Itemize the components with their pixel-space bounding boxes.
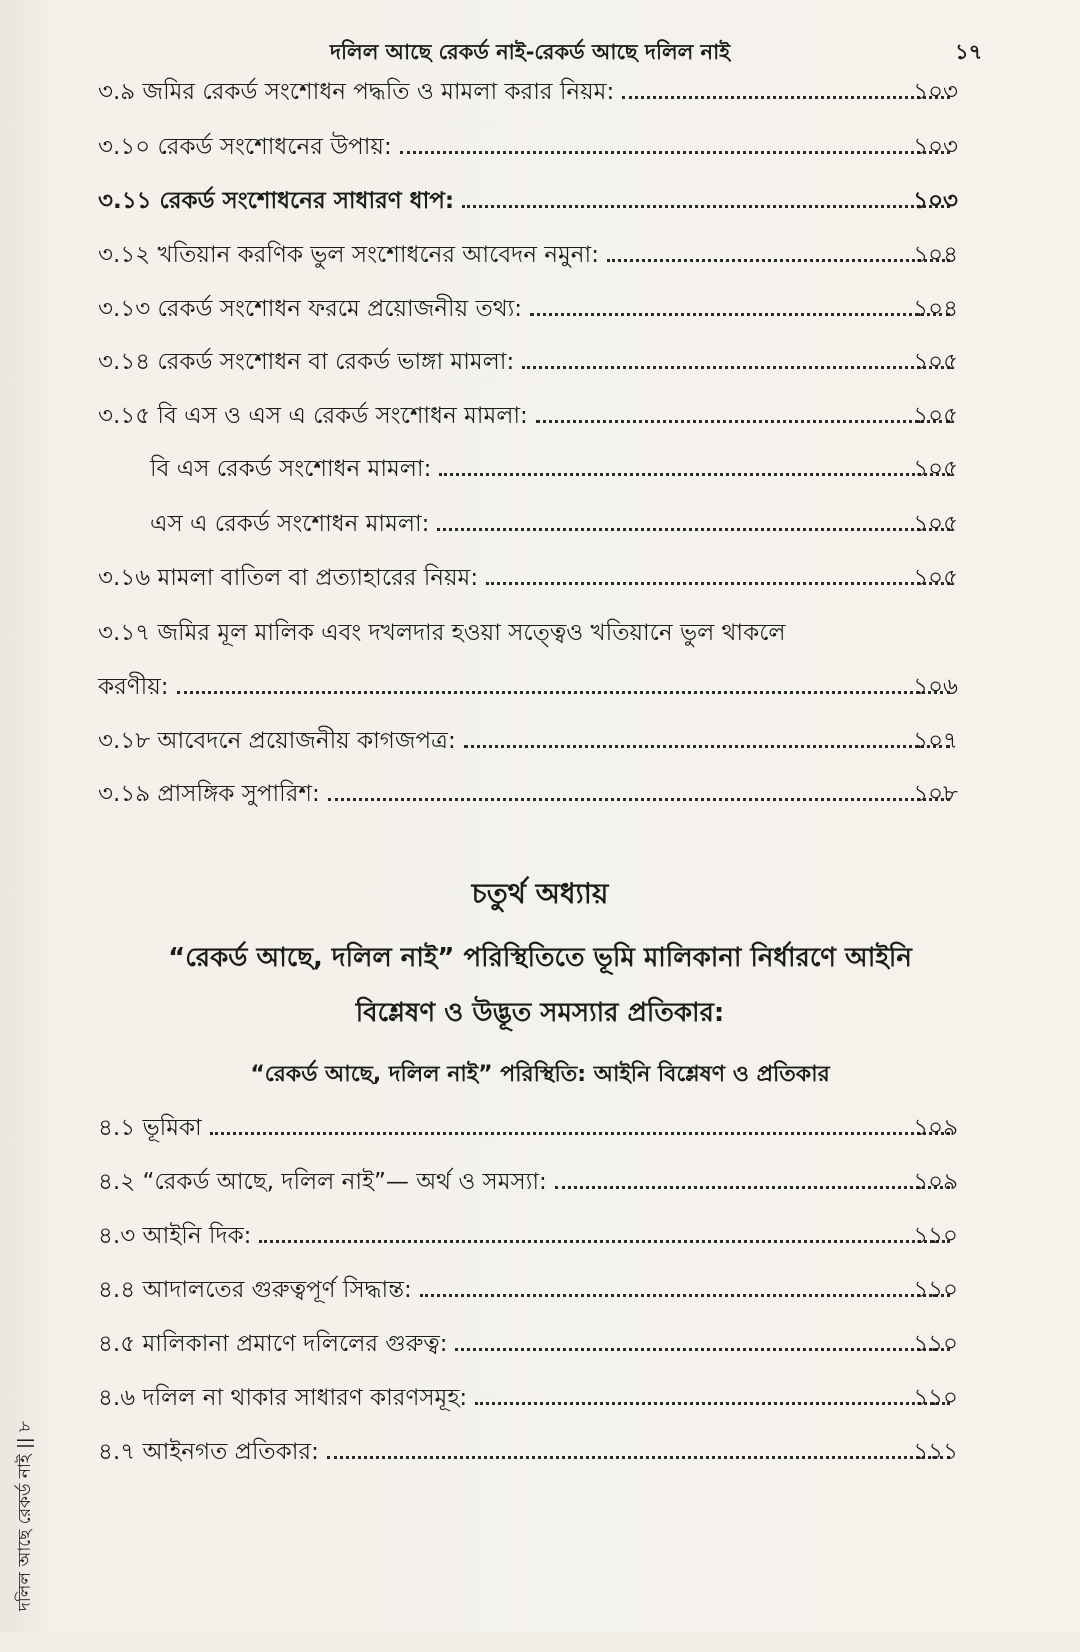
header-page-number: ১৭ [955, 40, 983, 64]
chapter-subtitle: “রেকর্ড আছে, দলিল নাই” পরিস্থিতি: আইনি বিশ্লেষণ ও প্রতিকার [250, 1062, 830, 1087]
side-running-text: দলিল আছে রেকর্ড নাই || ৮ [15, 1420, 35, 1612]
toc-entry: ৪.৫ মালিকানা প্রমাণে দলিলের গুরুত্ব: ১১০ [98, 1331, 958, 1357]
toc-entry: ৩.১২ খতিয়ান করণিক ভুল সংশোধনের আবেদন নমুনা: ১০৪ [98, 242, 958, 268]
toc-entry: বি এস রেকর্ড সংশোধন মামলা: ১০৫ [150, 456, 958, 482]
header-title: দলিল আছে রেকর্ড নাই-রেকর্ড আছে দলিল নাই [330, 40, 731, 64]
toc-entry: ৩.১০ রেকর্ড সংশোধনের উপায়: ১০৩ [98, 134, 958, 160]
toc-entry: ৩.১৬ মামলা বাতিল বা প্রত্যাহারের নিয়ম: ১০৫ [98, 565, 958, 591]
toc-entry: ৩.১৭ জমির মূল মালিক এবং দখলদার হওয়া সত্ত্বেও খতিয়ানে ভুল থাকলে [98, 620, 786, 646]
toc-entry: ৩.১৫ বি এস ও এস এ রেকর্ড সংশোধন মামলা: ১০৫ [98, 403, 958, 429]
toc-entry: ৩.৯ জমির রেকর্ড সংশোধন পদ্ধতি ও মামলা করার নিয়ম: ১০৩ [98, 79, 958, 105]
toc-entry: এস এ রেকর্ড সংশোধন মামলা: ১০৫ [150, 511, 958, 537]
toc-entry: ৪.৩ আইনি দিক: ১১০ [98, 1223, 958, 1249]
toc-entry: ৩.১৩ রেকর্ড সংশোধন ফরমে প্রয়োজনীয় তথ্য: ১০৪ [98, 296, 958, 322]
toc-entry: ৩.১৯ প্রাসঙ্গিক সুপারিশ: ১০৮ [98, 781, 958, 807]
toc-entry: ৩.১৪ রেকর্ড সংশোধন বা রেকর্ড ভাঙ্গা মামলা: ১০৫ [98, 349, 958, 375]
toc-entry: করণীয়: ১০৬ [98, 674, 958, 700]
toc-entry: ৪.৭ আইনগত প্রতিকার: ১১১ [98, 1439, 958, 1465]
running-header [0, 30, 1080, 70]
toc-entry: ৪.৪ আদালতের গুরুত্বপূর্ণ সিদ্ধান্ত: ১১০ [98, 1277, 958, 1303]
chapter-title-line1: “রেকর্ড আছে, দলিল নাই” পরিস্থিতিতে ভূমি মালিকানা নির্ধারণে আইনি [168, 943, 912, 973]
toc-entry: ৩.১১ রেকর্ড সংশোধনের সাধারণ ধাপ: ১০৩ [98, 188, 958, 214]
chapter-name: চতুর্থ অধ্যায় [471, 877, 609, 910]
toc-entry: ৪.১ ভূমিকা ১০৯ [98, 1115, 958, 1141]
toc-entry: ৪.৬ দলিল না থাকার সাধারণ কারণসমূহ: ১১০ [98, 1385, 958, 1411]
chapter-title-line2: বিশ্লেষণ ও উদ্ভূত সমস্যার প্রতিকার: [355, 998, 725, 1028]
toc-entry: ৩.১৮ আবেদনে প্রয়োজনীয় কাগজপত্র: ১০৭ [98, 728, 958, 754]
toc-entry: ৪.২ “রেকর্ড আছে, দলিল নাই”— অর্থ ও সমস্যা: ১০৯ [98, 1169, 958, 1195]
